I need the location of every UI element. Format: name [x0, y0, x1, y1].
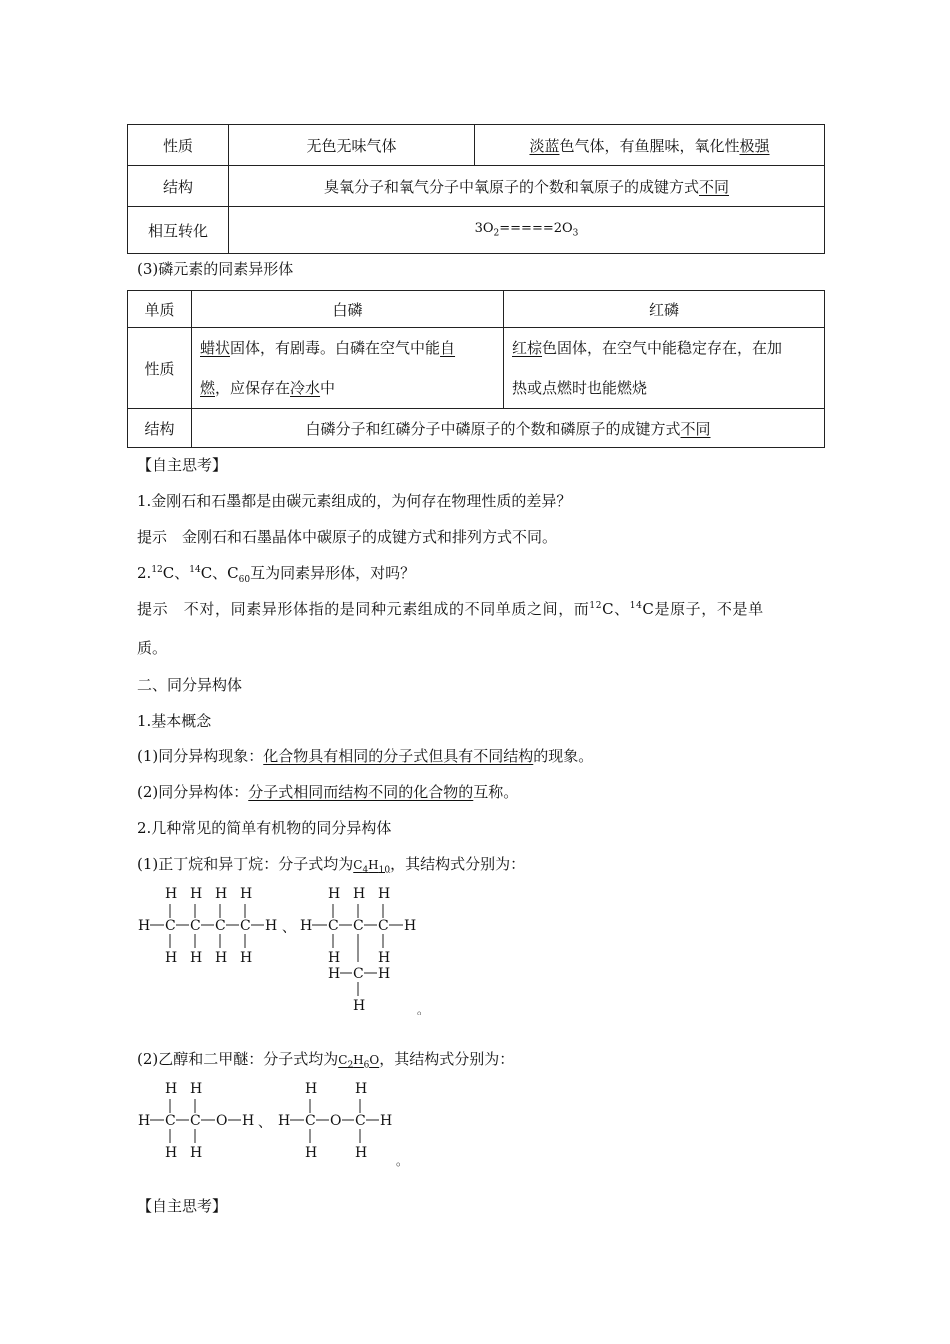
formula-part: C	[338, 1053, 348, 1067]
text-part: C、	[162, 564, 190, 582]
ethanol-structure	[138, 1081, 254, 1161]
atom-h: H	[380, 1113, 393, 1129]
cell-text: ，应保存在	[215, 379, 291, 397]
atom-h: H	[353, 998, 366, 1014]
atom-c: C	[328, 918, 339, 934]
row-label-structure: 结构	[128, 166, 229, 207]
atom-h: H	[240, 886, 253, 902]
atom-c: C	[355, 1113, 366, 1129]
atom-h: H	[278, 1113, 291, 1129]
underlined-answer: 蜡状	[200, 339, 231, 357]
cell-text: 色气体，有鱼腥味，氧化性	[559, 136, 740, 155]
n-butane-structure	[138, 886, 277, 966]
atom-c: C	[305, 1113, 316, 1129]
table-row	[128, 125, 825, 166]
table-row	[128, 166, 825, 207]
question-1: 1.金刚石和石墨都是由碳元素组成的，为何存在物理性质的差异？	[137, 492, 572, 510]
molecular-formula	[353, 858, 391, 876]
underlined-answer: 冷水	[290, 379, 321, 397]
underlined-answer: 自	[440, 339, 456, 357]
mass-number: 14	[629, 601, 643, 611]
dimethyl-ether-structure	[278, 1081, 392, 1161]
atom-c: C	[240, 918, 251, 934]
butane-structures	[130, 880, 450, 1015]
atom-o: O	[330, 1113, 342, 1129]
phosphorus-allotrope-table	[127, 290, 825, 448]
atom-h: H	[353, 886, 366, 902]
isobutane-structure	[300, 886, 416, 1014]
isomerism-definition	[137, 745, 593, 766]
underlined-answer: 淡蓝	[529, 136, 560, 155]
formula-part: H	[353, 1053, 364, 1067]
oxygen-property: 无色无味气体	[229, 125, 475, 166]
period: 。	[417, 1003, 430, 1015]
row-label-property: 性质	[128, 125, 229, 166]
eq-sub: 2	[493, 228, 500, 239]
formula-sub: 4	[362, 865, 369, 876]
underlined-answer: 不同	[699, 177, 730, 196]
header-red-phosphorus: 红磷	[504, 291, 825, 328]
cell-text: 臭氧分子和氧气分子中氧原子的个数和氧原子的成键方式	[323, 177, 699, 196]
separator-comma: 、	[258, 1115, 272, 1131]
cell-text: 白磷分子和红磷分子中磷原子的个数和磷原子的成键方式	[305, 419, 681, 438]
text-part: 2.	[137, 564, 152, 582]
think-heading-2: 【自主思考】	[137, 1197, 228, 1215]
molecular-formula	[338, 1053, 380, 1071]
think-heading: 【自主思考】	[137, 456, 228, 474]
atom-h: H	[138, 918, 151, 934]
underlined-answer: 燃	[200, 379, 216, 397]
formula-part: C	[353, 858, 363, 872]
formula-part: H	[368, 858, 379, 872]
atom-c: C	[190, 1113, 201, 1129]
atom-h: H	[265, 918, 278, 934]
atom-c: C	[378, 918, 389, 934]
text-part: C是原子，不是单	[642, 600, 764, 618]
atom-h: H	[378, 886, 391, 902]
red-phosphorus-property	[504, 328, 825, 409]
atom-h: H	[305, 1145, 318, 1161]
answer-2-continued: 质。	[137, 639, 168, 657]
atom-c: C	[165, 918, 176, 934]
underlined-answer: 不同	[680, 419, 711, 438]
atom-h: H	[215, 950, 228, 966]
text-part: (1)同分异构现象：	[137, 747, 264, 765]
atom-h: H	[165, 886, 178, 902]
mass-number: 12	[589, 601, 603, 611]
atom-h: H	[240, 950, 253, 966]
mass-number: 12	[151, 565, 163, 575]
eq-part: 3O	[474, 221, 494, 237]
atom-h: H	[328, 950, 341, 966]
section-title: 二、同分异构体	[137, 676, 243, 694]
atom-h: H	[300, 918, 313, 934]
atom-c: C	[353, 918, 364, 934]
atom-h: H	[165, 1145, 178, 1161]
text-part: 互为同素异形体，对吗？	[250, 564, 416, 582]
atom-h: H	[165, 950, 178, 966]
row-label-structure: 结构	[128, 409, 192, 448]
phosphorus-heading: (3)磷元素的同素异形体	[137, 260, 294, 278]
atom-c: C	[165, 1113, 176, 1129]
table-row	[128, 207, 825, 254]
atom-h: H	[215, 886, 228, 902]
eq-sub: 3	[572, 228, 579, 239]
ozone-property	[475, 125, 825, 166]
underlined-answer: 分子式相同而结构不同的化合物的	[248, 783, 474, 801]
text-part: C、C	[200, 564, 239, 582]
underlined-answer: 红棕	[512, 339, 543, 357]
formula-sub: 10	[378, 865, 391, 876]
atom-h: H	[328, 966, 341, 982]
header-substance: 单质	[128, 291, 192, 328]
text-part: C、	[602, 600, 630, 618]
question-2	[137, 562, 415, 585]
atom-count: 60	[238, 575, 251, 585]
cell-text: 色固体，在空气中能稳定存在，在加	[542, 339, 783, 357]
atom-h: H	[355, 1081, 368, 1097]
eq-part: =====2O	[499, 221, 573, 237]
atom-o: O	[216, 1113, 228, 1129]
underlined-answer: 极强	[739, 136, 770, 155]
table-row	[128, 409, 825, 448]
ethanol-intro	[137, 1048, 514, 1070]
subsection-common-isomers: 2.几种常见的简单有机物的同分异构体	[137, 819, 392, 837]
atom-h: H	[165, 1081, 178, 1097]
atom-h: H	[305, 1081, 318, 1097]
row-label-conversion: 相互转化	[128, 207, 229, 254]
atom-h: H	[190, 1081, 203, 1097]
formula-sub: 2	[347, 1060, 354, 1071]
separator-comma: 、	[282, 920, 296, 936]
formula-sub: 6	[363, 1060, 370, 1071]
mass-number: 14	[189, 565, 201, 575]
isomer-definition	[137, 781, 518, 802]
butane-intro	[137, 853, 525, 875]
atom-h: H	[190, 1145, 203, 1161]
atom-h: H	[378, 950, 391, 966]
atom-c: C	[353, 966, 364, 982]
structure-text	[229, 166, 825, 207]
text-part: ，其结构式分别为：	[379, 1050, 515, 1068]
formula-part: O	[369, 1053, 380, 1067]
oxygen-allotrope-table	[127, 124, 825, 254]
table-row	[128, 291, 825, 328]
atom-h: H	[328, 886, 341, 902]
conversion-equation	[229, 207, 825, 254]
text-part: 的现象。	[533, 747, 594, 765]
atom-h: H	[190, 950, 203, 966]
text-part: 提示 不对，同素异形体指的是同种元素组成的不同单质之间，而	[137, 600, 590, 618]
text-part: 互称。	[473, 783, 519, 801]
header-white-phosphorus: 白磷	[192, 291, 504, 328]
atom-h: H	[355, 1145, 368, 1161]
atom-h: H	[138, 1113, 151, 1129]
table-row	[128, 328, 825, 409]
atom-h: H	[242, 1113, 255, 1129]
answer-2	[137, 598, 764, 619]
period: 。	[396, 1154, 409, 1168]
text-part: (1)正丁烷和异丁烷：分子式均为	[137, 855, 354, 873]
white-phosphorus-property	[192, 328, 504, 409]
atom-h: H	[404, 918, 417, 934]
underlined-answer: 化合物具有相同的分子式但具有不同结构	[263, 747, 534, 765]
cell-text: 中	[320, 379, 336, 397]
atom-c: C	[190, 918, 201, 934]
ethanol-ether-structures	[130, 1075, 430, 1170]
subsection-basic-concepts: 1.基本概念	[137, 712, 212, 730]
text-part: (2)同分异构体：	[137, 783, 249, 801]
text-part: ，其结构式分别为：	[390, 855, 526, 873]
atom-h: H	[190, 886, 203, 902]
text-part: (2)乙醇和二甲醚：分子式均为	[137, 1050, 339, 1068]
cell-text: 固体，有剧毒。白磷在空气中能	[230, 339, 441, 357]
answer-1: 提示 金刚石和石墨晶体中碳原子的成键方式和排列方式不同。	[137, 528, 558, 546]
row-label-property: 性质	[128, 328, 192, 409]
atom-h: H	[378, 966, 391, 982]
cell-text: 热或点燃时也能燃烧	[512, 379, 648, 397]
atom-c: C	[215, 918, 226, 934]
structure-text	[192, 409, 825, 448]
